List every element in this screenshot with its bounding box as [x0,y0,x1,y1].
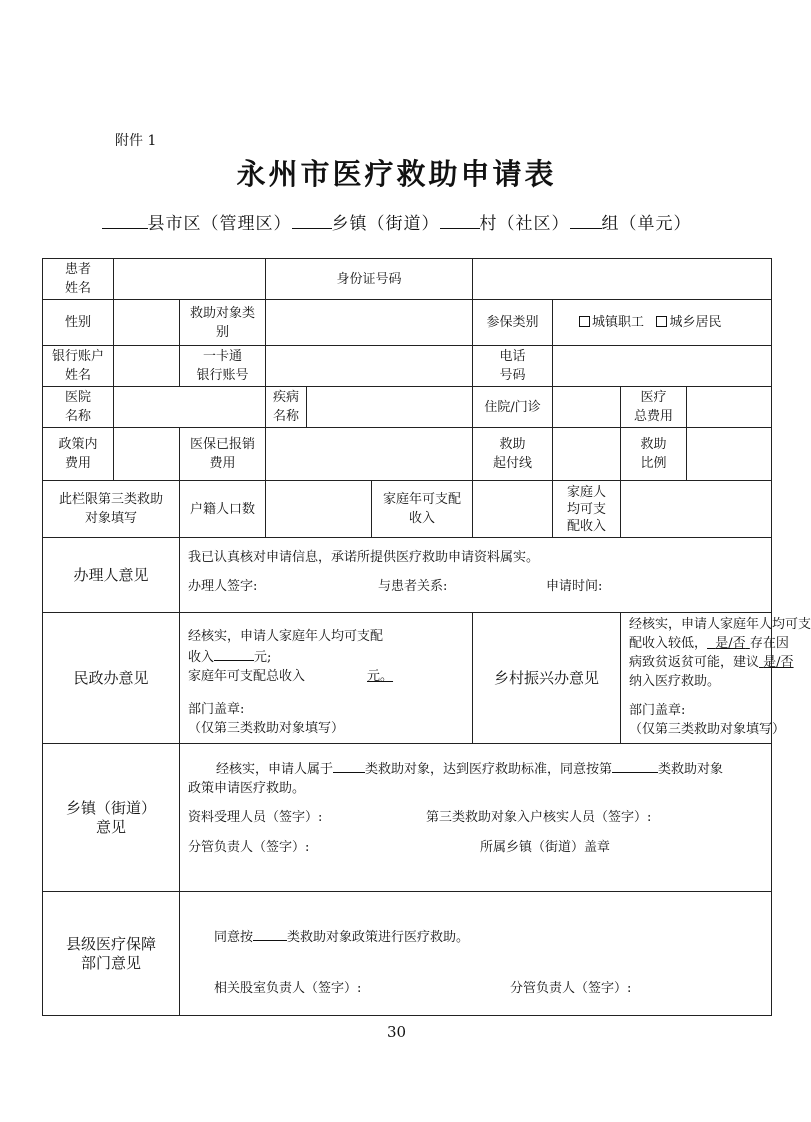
per-capita-blank[interactable] [214,646,254,661]
form-title: 永州市医疗救助申请表 [236,157,557,191]
row-gender [43,300,772,346]
handler-opinion [180,538,772,613]
town-blank[interactable] [292,214,332,229]
town-opinion [180,744,772,892]
rural-line3 [629,653,794,672]
row-handler [43,538,772,613]
county-blank[interactable] [102,214,148,229]
civil-line3-text: 家庭年可支配总收入 [188,669,306,684]
phone-label: 电话 号码 [473,346,553,387]
group-label: 组（单元） [601,214,692,234]
attachment-label: 附件 1 [115,133,157,149]
disease-field[interactable] [307,387,473,428]
poverty-risk-choice[interactable]: 是/否 [715,636,746,651]
relation-label: 与患者关系: [378,579,448,594]
rural-revitalization-opinion [621,613,811,744]
civil-line3 [188,667,464,686]
section-head-signature-label: 相关股室负责人（签字）: [214,981,362,996]
rural-note: （仅第三类救助对象填写） [629,722,786,737]
village-label: 村（社区） [479,214,570,234]
third-category-note: 此栏限第三类救助 对象填写 [43,481,180,538]
policy-category-blank[interactable] [612,758,658,773]
rural-seal-label: 部门盖章: [629,703,686,718]
disposable-income-label: 家庭年可支配 收入 [372,481,473,538]
handler-label: 办理人意见 [43,538,180,613]
receiver-signature-label: 资料受理人员（签字）: [188,810,323,825]
civil-seal-label: 部门盖章: [188,702,245,717]
civil-line2-unit: 元; [254,650,272,665]
civil-line2 [188,646,464,667]
town-line2: 政策申请医疗救助。 [188,781,306,796]
option-urban-worker-label: 城镇职工 [592,315,645,330]
civil-affairs-opinion [180,613,473,744]
rural-line3-text: 病致贫返贫可能，建议 [629,655,760,670]
household-label: 户籍人口数 [180,481,266,538]
row-cost [43,428,772,481]
bank-holder-field[interactable] [114,346,180,387]
row-civil-rural [43,613,772,744]
town-line1-text: 经核实，申请人属于 [216,762,334,777]
civil-affairs-label: 民政办意见 [43,613,180,744]
rural-revitalization-label: 乡村振兴办意见 [473,613,621,744]
application-date-label: 申请时间: [546,579,603,594]
inpatient-field[interactable] [553,387,621,428]
handler-statement: 我已认真核对申请信息，承诺所提供医疗救助申请资料属实。 [188,550,540,565]
handler-signature-label: 办理人签字: [188,579,258,594]
include-aid-choice[interactable]: 是/否 [763,655,794,670]
patient-name-field[interactable] [114,259,266,300]
civil-line1: 经核实，申请人家庭年人均可支配 [188,629,384,644]
policy-cost-label: 政策内 费用 [43,428,114,481]
row-bank [43,346,772,387]
verifier-signature-label: 第三类救助对象入户核实人员（签字）: [426,810,652,825]
village-blank[interactable] [440,214,480,229]
row-town [43,744,772,892]
id-number-label: 身份证号码 [266,259,473,300]
patient-name-label: 患者 姓名 [43,259,114,300]
civil-note: （仅第三类救助对象填写） [188,721,345,736]
row-hospital [43,387,772,428]
hospital-label: 医院 名称 [43,387,114,428]
threshold-field[interactable] [553,428,621,481]
checkbox-rural-resident[interactable] [656,316,667,327]
town-line1-mid: 类救助对象，达到医疗救助标准，同意按第 [365,762,613,777]
county-label: 县市区（管理区） [147,214,292,234]
application-form-table [42,258,811,1016]
disease-label: 疾病 名称 [266,387,307,428]
aid-category-blank[interactable] [333,758,365,773]
bank-card-field[interactable] [266,346,473,387]
household-field[interactable] [266,481,372,538]
phone-field[interactable] [553,346,772,387]
bank-card-label: 一卡通 银行账号 [180,346,266,387]
insurance-options [553,300,772,346]
per-capita-income-label: 家庭人 均可支 配收入 [553,481,621,538]
row-patient [43,259,772,300]
reimbursed-field[interactable] [266,428,473,481]
page-number: 30 [386,1023,407,1041]
civil-line2-text: 收入 [188,650,215,665]
town-line1 [188,758,763,779]
rural-line1: 经核实，申请人家庭年人均可支 [629,617,811,632]
checkbox-urban-worker[interactable] [579,316,590,327]
town-line1-tail: 类救助对象 [658,762,724,777]
total-income-blank[interactable] [305,669,403,684]
inpatient-label: 住院/门诊 [473,387,553,428]
county-opinion-label: 县级医疗保障 部门意见 [43,892,180,1016]
hospital-field[interactable] [114,387,266,428]
gender-field[interactable] [114,300,180,346]
insurance-type-label: 参保类别 [473,300,553,346]
civil-line3-unit: 元。 [367,669,394,684]
bank-holder-label: 银行账户 姓名 [43,346,114,387]
aid-category-label: 救助对象类 别 [180,300,266,346]
rural-line4: 纳入医疗救助。 [629,674,721,689]
county-line1-tail: 类救助对象政策进行医疗救助。 [287,930,470,945]
rural-line2-tail: 存在因 [749,636,789,651]
rural-line2-text: 配收入较低， [629,636,708,651]
total-cost-field[interactable] [687,387,772,428]
per-capita-income-field[interactable] [621,481,772,538]
row-county [43,892,772,1016]
reimbursed-label: 医保已报销 费用 [180,428,266,481]
id-number-field[interactable] [473,259,772,300]
town-leader-signature-label: 分管负责人（签字）: [188,840,310,855]
row-income [43,481,772,538]
policy-cost-field[interactable] [114,428,180,481]
county-line1 [214,926,763,947]
total-cost-label: 医疗 总费用 [621,387,687,428]
county-category-blank[interactable] [253,926,287,941]
ratio-label: 救助 比例 [621,428,687,481]
town-seal-label: 所属乡镇（街道）盖章 [480,840,611,855]
threshold-label: 救助 起付线 [473,428,553,481]
town-opinion-label: 乡镇（街道） 意见 [43,744,180,892]
option-rural-resident-label: 城乡居民 [669,315,722,330]
town-label: 乡镇（街道） [331,214,440,234]
disposable-income-field[interactable] [473,481,553,538]
group-blank[interactable] [570,214,602,229]
rural-line2 [629,634,789,653]
aid-category-field[interactable] [266,300,473,346]
gender-label: 性别 [43,300,114,346]
address-line [0,209,793,234]
county-opinion [180,892,772,1016]
ratio-field[interactable] [687,428,772,481]
county-line1-text: 同意按 [214,930,254,945]
county-leader-signature-label: 分管负责人（签字）: [510,981,632,996]
